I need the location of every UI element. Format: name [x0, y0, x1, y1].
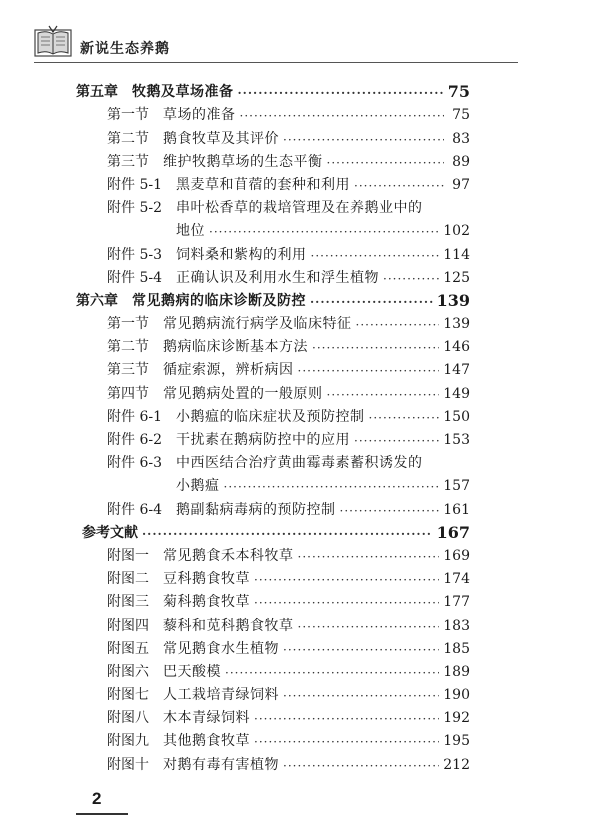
toc-entry-title: 鹅病临床诊断基本方法 — [163, 339, 308, 356]
toc-entry-title: 人工栽培青绿饲料 — [163, 687, 279, 704]
toc-entry-title: 饲料桑和紫构的利用 — [176, 246, 307, 263]
toc-entry — [76, 171, 470, 194]
toc-entry — [76, 727, 470, 750]
toc-entry-title: 干扰素在鹅病防控中的应用 — [176, 432, 350, 448]
toc-page-number: 149 — [443, 385, 470, 402]
toc-entry-title: 常见鹅食禾本科牧草 — [163, 547, 294, 564]
toc-dot-leader — [354, 178, 444, 194]
toc-entry-title: 牧鹅及草场准备 — [132, 84, 234, 101]
toc-entry-title: 中西医结合治疗黄曲霉毒素蓄积诱发的 — [176, 455, 423, 472]
toc-dot-leader — [298, 549, 440, 565]
toc-entry-title: 菊科鹅食牧草 — [163, 594, 250, 611]
toc-dot-leader — [383, 271, 439, 287]
toc-entry-label: 附图三 — [107, 594, 149, 611]
toc-page-number: 153 — [443, 432, 470, 448]
toc-dot-leader — [311, 248, 440, 264]
toc-entry-label: 参考文献 — [82, 524, 138, 541]
toc-entry-title: 鹅食牧草及其评价 — [163, 130, 279, 147]
toc-entry-label: 附图十 — [107, 756, 149, 773]
toc-page-number: 83 — [452, 130, 470, 147]
book-title: 新说生态养鹅 — [80, 41, 170, 57]
toc-page-number: 146 — [443, 339, 470, 356]
toc-entry-label: 第二节 — [107, 339, 149, 356]
toc-dot-leader — [312, 340, 439, 356]
toc-entry-title: 其他鹅食牧草 — [163, 733, 250, 750]
toc-entry-title: 木本青绿饲料 — [163, 710, 250, 727]
toc-dot-leader — [254, 572, 439, 588]
toc-page-number: 125 — [443, 269, 470, 286]
toc-references-entry — [76, 519, 470, 542]
toc-dot-leader — [310, 294, 433, 310]
toc-dot-leader — [238, 85, 444, 101]
toc-entry-label: 第四节 — [107, 385, 149, 402]
toc-entry — [76, 704, 470, 727]
open-book-icon — [34, 24, 72, 58]
toc-entry-label: 附图九 — [107, 733, 149, 750]
toc-entry-title: 鹅副黏病毒病的预防控制 — [176, 501, 336, 518]
toc-page-number: 167 — [436, 522, 470, 542]
toc-page-number: 185 — [443, 640, 470, 657]
toc-dot-leader — [298, 619, 440, 635]
toc-entry — [76, 750, 470, 773]
toc-dot-leader — [254, 595, 439, 611]
toc-page-number: 177 — [443, 594, 470, 611]
toc-entry-label: 附件 5-2 — [107, 200, 162, 217]
toc-entry-label: 第一节 — [107, 316, 149, 333]
toc-entry — [76, 611, 470, 634]
header-divider — [34, 62, 518, 63]
toc-entry-label: 第三节 — [107, 362, 149, 379]
toc-entry — [76, 658, 470, 681]
toc-entry-label: 附件 6-4 — [107, 501, 162, 518]
toc-entry-label: 附图一 — [107, 547, 149, 564]
footer-divider — [76, 813, 128, 815]
toc-page-number: 161 — [443, 501, 470, 518]
toc-entry-label: 附图四 — [107, 617, 149, 634]
toc-dot-leader — [283, 688, 439, 704]
toc-entry-label: 附件 5-4 — [107, 269, 162, 286]
toc-page-number: 139 — [443, 316, 470, 333]
toc-entry-title: 常见鹅病流行病学及临床特征 — [163, 316, 352, 333]
toc-entry-label: 第一节 — [107, 107, 149, 124]
toc-entry-title: 地位 — [176, 223, 205, 240]
toc-entry-title: 维护牧鹅草场的生态平衡 — [163, 153, 323, 170]
toc-dot-leader — [283, 132, 444, 148]
toc-entry — [76, 495, 470, 518]
table-of-contents — [76, 78, 470, 774]
toc-page-number: 102 — [443, 223, 470, 240]
toc-entry-label: 附图八 — [107, 710, 149, 727]
toc-entry-title: 巴天酸模 — [163, 663, 221, 680]
toc-entry-title: 豆科鹅食牧草 — [163, 571, 250, 588]
toc-page-number: 75 — [452, 107, 470, 124]
toc-entry — [76, 403, 470, 426]
toc-dot-leader — [354, 433, 439, 449]
page-number: 2 — [92, 789, 102, 808]
toc-dot-leader — [283, 758, 439, 774]
toc-page-number: 169 — [443, 547, 470, 564]
toc-entry — [76, 264, 470, 287]
toc-dot-leader — [254, 711, 439, 727]
toc-entry-title: 常见鹅病的临床诊断及防控 — [132, 292, 306, 309]
toc-dot-leader — [327, 155, 445, 171]
page-header — [0, 0, 601, 72]
toc-entry — [76, 635, 470, 658]
toc-entry-label: 附图六 — [107, 663, 149, 680]
toc-entry-title: 黑麦草和苜蓿的套种和利用 — [176, 176, 350, 193]
toc-page-number: 212 — [443, 756, 470, 773]
toc-entry-label: 第六章 — [76, 292, 118, 309]
toc-page-number: 89 — [452, 153, 470, 170]
toc-page-number: 174 — [443, 571, 470, 588]
toc-entry — [76, 379, 470, 402]
toc-page-number: 150 — [443, 408, 470, 425]
toc-page-number: 114 — [443, 246, 470, 263]
toc-entry — [76, 565, 470, 588]
toc-entry — [76, 426, 470, 449]
toc-entry-title: 正确认识及利用水生和浮生植物 — [176, 269, 379, 286]
toc-page-number: 97 — [452, 176, 470, 193]
toc-entry-title: 小鹅瘟的临床症状及预防控制 — [176, 408, 365, 425]
toc-entry — [76, 333, 470, 356]
toc-chapter-entry — [76, 78, 470, 101]
toc-page-number: 139 — [436, 290, 470, 310]
toc-dot-leader — [225, 665, 439, 681]
toc-dot-leader — [142, 526, 433, 542]
toc-page-number: 192 — [443, 710, 470, 727]
toc-entry-label: 第五章 — [76, 84, 118, 101]
toc-entry — [76, 588, 470, 611]
toc-entry-title: 对鹅有毒有害植物 — [163, 756, 279, 773]
toc-entry-title: 草场的准备 — [163, 107, 236, 124]
toc-entry-title: 常见鹅食水生植物 — [163, 640, 279, 657]
toc-dot-leader — [340, 503, 440, 519]
toc-dot-leader — [209, 224, 439, 240]
toc-page-number: 75 — [447, 82, 470, 102]
toc-dot-leader — [356, 317, 440, 333]
toc-entry-title: 小鹅瘟 — [176, 478, 220, 495]
toc-dot-leader — [298, 363, 440, 379]
toc-entry-label: 附图七 — [107, 687, 149, 704]
toc-entry-label: 附件 5-1 — [107, 176, 162, 193]
toc-chapter-entry — [76, 287, 470, 310]
toc-entry-title: 藜科和苋科鹅食牧草 — [163, 617, 294, 634]
toc-entry — [76, 124, 470, 147]
toc-entry-label: 第三节 — [107, 153, 149, 170]
toc-entry — [76, 194, 470, 217]
toc-entry-label: 附件 6-2 — [107, 432, 162, 448]
toc-dot-leader — [327, 387, 440, 403]
toc-page-number: 189 — [443, 663, 470, 680]
toc-entry-title: 串叶松香草的栽培管理及在养鹅业中的 — [176, 200, 423, 217]
toc-entry — [76, 449, 470, 472]
toc-page-number: 195 — [443, 733, 470, 750]
toc-entry-label: 附件 5-3 — [107, 246, 162, 263]
toc-entry-title: 常见鹅病处置的一般原则 — [163, 385, 323, 402]
toc-entry-title: 循症索源，辨析病因 — [163, 362, 294, 379]
toc-page-number: 190 — [443, 687, 470, 704]
toc-entry — [76, 310, 470, 333]
toc-dot-leader — [240, 108, 445, 124]
toc-entry-label: 第二节 — [107, 130, 149, 147]
toc-entry — [76, 217, 470, 240]
toc-entry-label: 附图五 — [107, 640, 149, 657]
toc-dot-leader — [369, 410, 440, 426]
toc-entry — [76, 148, 470, 171]
toc-entry — [76, 101, 470, 124]
toc-dot-leader — [224, 479, 440, 495]
toc-entry-label: 附件 6-1 — [107, 408, 162, 425]
toc-entry — [76, 356, 470, 379]
toc-entry-label: 附图二 — [107, 571, 149, 588]
toc-entry — [76, 240, 470, 263]
toc-dot-leader — [283, 642, 439, 658]
toc-entry — [76, 472, 470, 495]
toc-entry-label: 附件 6-3 — [107, 455, 162, 472]
toc-entry — [76, 681, 470, 704]
toc-page-number: 157 — [443, 478, 470, 495]
toc-page-number: 147 — [443, 362, 470, 379]
toc-entry — [76, 542, 470, 565]
toc-dot-leader — [254, 734, 439, 750]
toc-page-number: 183 — [443, 617, 470, 634]
